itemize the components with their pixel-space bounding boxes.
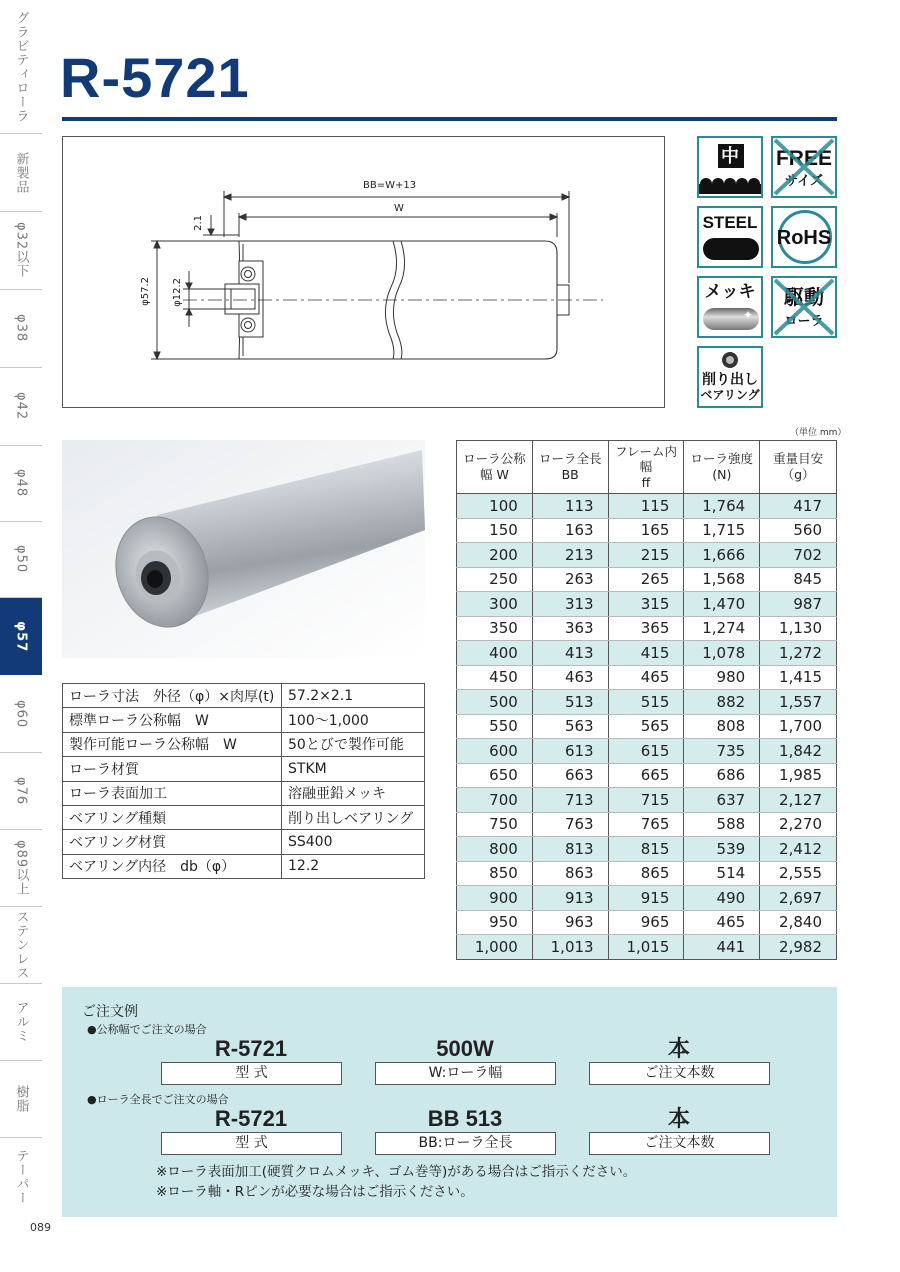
sidebar-tab-label: 樹脂: [13, 1085, 29, 1113]
cell-weight: 2,840: [760, 910, 837, 935]
header-line: ローラ全長: [538, 451, 602, 467]
cell-width: 300: [457, 592, 533, 617]
spec-table: [62, 683, 425, 879]
cell-strength: 514: [684, 861, 760, 886]
cell-width: 950: [457, 910, 533, 935]
sidebar-tab-phi76[interactable]: [0, 753, 42, 830]
cell-strength: 1,764: [684, 494, 760, 519]
table-row: [457, 567, 837, 592]
free-size-crossed-icon: [771, 136, 837, 198]
spec-row: [63, 830, 425, 854]
sidebar-tab-label: アルミ: [13, 1001, 29, 1043]
sidebar-tab-label: 新製品: [13, 151, 29, 194]
header-line: 幅 W: [479, 467, 509, 482]
sidebar-tab-label: テーパー: [13, 1148, 29, 1205]
cell-strength: 1,470: [684, 592, 760, 617]
cell-weight: 702: [760, 543, 837, 568]
cell-length: 213: [532, 543, 608, 568]
spec-key: ローラ表面加工: [63, 781, 282, 805]
header-line: フレーム内幅: [614, 443, 677, 475]
cell-strength: 539: [684, 837, 760, 862]
header-line: （g）: [781, 467, 815, 482]
cell-width: 250: [457, 567, 533, 592]
cell-length: 113: [532, 494, 608, 519]
sidebar-tab-aluminum[interactable]: [0, 984, 42, 1061]
drive-roller-crossed-icon: [771, 276, 837, 338]
header-line: ローラ強度: [690, 451, 754, 467]
table-row: [457, 690, 837, 715]
table-row: [457, 739, 837, 764]
sparkle-icon: ✦: [743, 308, 754, 322]
load-label: 中: [721, 146, 739, 166]
cell-width: 850: [457, 861, 533, 886]
column-header: [532, 441, 608, 494]
title-underline: [62, 117, 837, 121]
bearing-ring-icon: [722, 352, 738, 368]
cell-length: 163: [532, 518, 608, 543]
header-line: (N): [712, 467, 732, 482]
cell-strength: 441: [684, 935, 760, 960]
sidebar-tab-label: φ89以上: [13, 839, 29, 897]
cell-width: 1,000: [457, 935, 533, 960]
sidebar-tab-label: ステンレス: [13, 910, 29, 980]
size-table-header: [457, 441, 837, 494]
spec-key: ローラ材質: [63, 757, 282, 781]
spec-row: [63, 854, 425, 878]
free-size-label: サイズ: [785, 173, 823, 188]
order-example-1-model-label: 型 式: [161, 1062, 342, 1085]
spec-key: ベアリング種類: [63, 805, 282, 829]
cell-weight: 845: [760, 567, 837, 592]
cell-width: 600: [457, 739, 533, 764]
dimension-bearing-bore-label: φ12.2: [172, 278, 183, 307]
table-row: [457, 861, 837, 886]
order-note-shaft: ※ローラ軸・Rピンが必要な場合はご指示ください。: [156, 1184, 474, 1200]
cell-weight: 1,700: [760, 714, 837, 739]
cell-weight: 1,130: [760, 616, 837, 641]
rohs-icon: [771, 206, 837, 268]
cell-width: 700: [457, 788, 533, 813]
machined-label: 削り出し: [702, 371, 758, 387]
cell-weight: 417: [760, 494, 837, 519]
table-row: [457, 518, 837, 543]
cell-strength: 1,078: [684, 641, 760, 666]
cell-width: 650: [457, 763, 533, 788]
cell-length: 363: [532, 616, 608, 641]
cell-frame: 265: [608, 567, 684, 592]
spec-value: 12.2: [282, 854, 425, 878]
order-example-1-subtitle: ●公称幅でご注文の場合: [87, 1023, 207, 1036]
roller-product-photo: [62, 440, 425, 658]
cell-length: 313: [532, 592, 608, 617]
sidebar-tab-label: φ60: [13, 699, 29, 729]
machined-bearing-icon: [697, 346, 763, 408]
sidebar-tab-taper[interactable]: [0, 1138, 42, 1215]
sidebar-tab-label: φ57: [13, 620, 29, 653]
steel-tube-shape: [703, 238, 759, 260]
cell-length: 913: [532, 886, 608, 911]
cell-width: 100: [457, 494, 533, 519]
sidebar-tab-phi89[interactable]: [0, 830, 42, 907]
header-line: BB: [561, 467, 579, 482]
order-example-2-model: R-5721: [214, 1106, 288, 1131]
spec-key: ローラ寸法 外径（φ）×肉厚(t): [63, 684, 282, 708]
order-example-1-qty-label: ご注文本数: [589, 1062, 770, 1085]
order-example-panel: [62, 987, 837, 1217]
cell-weight: 2,982: [760, 935, 837, 960]
cell-weight: 1,842: [760, 739, 837, 764]
cell-length: 863: [532, 861, 608, 886]
roller-technical-drawing: [62, 136, 665, 408]
order-example-2-qty-label: ご注文本数: [589, 1132, 770, 1155]
cell-weight: 2,127: [760, 788, 837, 813]
cell-width: 750: [457, 812, 533, 837]
cell-width: 800: [457, 837, 533, 862]
plating-label: メッキ: [704, 282, 756, 301]
order-example-title: ご注文例: [82, 1004, 138, 1020]
sidebar-tab-phi57[interactable]: [0, 598, 42, 676]
cell-strength: 490: [684, 886, 760, 911]
spec-row: [63, 732, 425, 756]
cell-strength: 686: [684, 763, 760, 788]
table-row: [457, 592, 837, 617]
cell-width: 400: [457, 641, 533, 666]
sidebar-tab-label: φ32以下: [13, 222, 29, 279]
spec-row: [63, 805, 425, 829]
cell-frame: 915: [608, 886, 684, 911]
column-header: [608, 441, 684, 494]
size-table: [456, 440, 837, 960]
cell-length: 713: [532, 788, 608, 813]
roller-label: ローラ: [784, 313, 824, 328]
category-sidebar: [0, 0, 42, 1215]
cell-weight: 2,697: [760, 886, 837, 911]
header-line: ff: [641, 474, 651, 490]
sidebar-tab-phi50[interactable]: [0, 522, 42, 598]
cell-frame: 215: [608, 543, 684, 568]
order-example-1-qty: 本: [667, 1036, 690, 1061]
cell-strength: 1,715: [684, 518, 760, 543]
dimension-outer-diameter-label: φ57.2: [140, 277, 151, 306]
sidebar-tab-label: φ50: [13, 545, 29, 574]
cell-length: 763: [532, 812, 608, 837]
cell-width: 350: [457, 616, 533, 641]
spec-value: SS400: [282, 830, 425, 854]
cell-frame: 1,015: [608, 935, 684, 960]
table-row: [457, 837, 837, 862]
cell-width: 900: [457, 886, 533, 911]
cell-weight: 2,555: [760, 861, 837, 886]
spec-value: 57.2×2.1: [282, 684, 425, 708]
cell-weight: 1,272: [760, 641, 837, 666]
table-row: [457, 543, 837, 568]
table-row: [457, 886, 837, 911]
cell-frame: 565: [608, 714, 684, 739]
spec-row: [63, 708, 425, 732]
spec-key: ベアリング材質: [63, 830, 282, 854]
spec-value: 50とびで製作可能: [282, 732, 425, 756]
dimension-bb-label: BB=W+13: [363, 180, 417, 191]
cell-weight: 1,415: [760, 665, 837, 690]
table-row: [457, 935, 837, 960]
order-example-1-size: 500W: [436, 1036, 494, 1061]
cell-weight: 2,270: [760, 812, 837, 837]
sidebar-tab-resin[interactable]: [0, 1061, 42, 1138]
cell-width: 150: [457, 518, 533, 543]
order-note-surface: ※ローラ表面加工(硬質クロムメッキ、ゴム巻等)がある場合はご指示ください。: [156, 1164, 637, 1180]
cell-width: 500: [457, 690, 533, 715]
unit-note: （単位 mm）: [790, 428, 847, 438]
cell-frame: 815: [608, 837, 684, 862]
medium-load-icon: [697, 136, 763, 198]
table-row: [457, 910, 837, 935]
cell-length: 463: [532, 665, 608, 690]
column-header: [457, 441, 533, 494]
table-row: [457, 665, 837, 690]
table-row: [457, 714, 837, 739]
cell-frame: 165: [608, 518, 684, 543]
sidebar-tab-phi42[interactable]: [0, 368, 42, 446]
cell-strength: 1,666: [684, 543, 760, 568]
dimension-t-label: 2.1: [193, 215, 204, 231]
cell-frame: 415: [608, 641, 684, 666]
spec-row: [63, 781, 425, 805]
order-example-1-size-label: W:ローラ幅: [375, 1062, 556, 1085]
drive-label: 駆動: [784, 287, 824, 309]
order-example-1-model: R-5721: [214, 1036, 288, 1061]
cell-frame: 965: [608, 910, 684, 935]
cell-strength: 465: [684, 910, 760, 935]
cell-frame: 465: [608, 665, 684, 690]
cell-frame: 315: [608, 592, 684, 617]
sidebar-tab-label: φ38: [13, 314, 29, 343]
cell-strength: 980: [684, 665, 760, 690]
table-row: [457, 812, 837, 837]
sidebar-tab-label: グラビティローラ: [13, 10, 29, 123]
table-row: [457, 641, 837, 666]
cell-length: 813: [532, 837, 608, 862]
header-line: ローラ公称: [463, 451, 526, 467]
cell-frame: 765: [608, 812, 684, 837]
cell-width: 550: [457, 714, 533, 739]
sidebar-tab-phi32[interactable]: [0, 212, 42, 290]
cell-strength: 588: [684, 812, 760, 837]
spec-value: 削り出しベアリング: [282, 805, 425, 829]
cell-length: 963: [532, 910, 608, 935]
cell-length: 1,013: [532, 935, 608, 960]
sidebar-tab-phi48[interactable]: [0, 446, 42, 522]
cell-width: 450: [457, 665, 533, 690]
page-title: R-5721: [60, 46, 250, 109]
cell-length: 563: [532, 714, 608, 739]
cell-width: 200: [457, 543, 533, 568]
table-row: [457, 763, 837, 788]
cell-length: 613: [532, 739, 608, 764]
cell-strength: 637: [684, 788, 760, 813]
sidebar-tab-stainless[interactable]: [0, 907, 42, 984]
bearing-label: ベアリング: [700, 388, 760, 402]
table-row: [457, 494, 837, 519]
spec-row: [63, 757, 425, 781]
order-example-2-qty: 本: [667, 1106, 690, 1131]
free-label: FREE: [775, 147, 832, 170]
cell-frame: 615: [608, 739, 684, 764]
cell-weight: 1,985: [760, 763, 837, 788]
cell-weight: 987: [760, 592, 837, 617]
spec-key: ベアリング内径 db（φ）: [63, 854, 282, 878]
cell-weight: 2,412: [760, 837, 837, 862]
cell-strength: 1,274: [684, 616, 760, 641]
cell-frame: 665: [608, 763, 684, 788]
cell-weight: 1,557: [760, 690, 837, 715]
cell-length: 513: [532, 690, 608, 715]
sidebar-tab-new[interactable]: [0, 134, 42, 212]
cell-length: 663: [532, 763, 608, 788]
column-header: [684, 441, 760, 494]
order-example-2-subtitle: ●ローラ全長でご注文の場合: [87, 1093, 229, 1106]
cell-frame: 865: [608, 861, 684, 886]
spec-key: 製作可能ローラ公称幅 W: [63, 732, 282, 756]
sidebar-tab-label: φ76: [13, 776, 29, 806]
sidebar-tab-label: φ42: [13, 392, 29, 421]
table-row: [457, 616, 837, 641]
plating-icon: [697, 276, 763, 338]
order-example-2-size: BB 513: [427, 1106, 503, 1131]
dimension-w-label: W: [394, 203, 404, 214]
sidebar-tab-phi60[interactable]: [0, 676, 42, 753]
cell-frame: 115: [608, 494, 684, 519]
steel-label: STEEL: [702, 213, 758, 232]
order-example-2-model-label: 型 式: [161, 1132, 342, 1155]
cell-strength: 808: [684, 714, 760, 739]
spec-value: 100〜1,000: [282, 708, 425, 732]
cell-frame: 515: [608, 690, 684, 715]
spec-value: STKM: [282, 757, 425, 781]
rohs-label: RoHS: [776, 227, 832, 249]
column-header: [760, 441, 837, 494]
order-example-2-size-label: BB:ローラ全長: [375, 1132, 556, 1155]
spec-value: 溶融亜鉛メッキ: [282, 781, 425, 805]
cell-frame: 365: [608, 616, 684, 641]
cell-length: 263: [532, 567, 608, 592]
cell-weight: 560: [760, 518, 837, 543]
cell-strength: 882: [684, 690, 760, 715]
spec-key: 標準ローラ公称幅 W: [63, 708, 282, 732]
cell-strength: 735: [684, 739, 760, 764]
sidebar-tab-label: φ48: [13, 469, 29, 498]
cell-frame: 715: [608, 788, 684, 813]
spec-row: [63, 684, 425, 708]
table-row: [457, 788, 837, 813]
sidebar-tab-phi38[interactable]: [0, 290, 42, 368]
page-number: 089: [30, 1221, 51, 1234]
sidebar-tab-gravity-roller[interactable]: [0, 0, 42, 134]
header-line: 重量目安: [773, 451, 824, 467]
cell-strength: 1,568: [684, 567, 760, 592]
steel-tube-icon: [697, 206, 763, 268]
cell-length: 413: [532, 641, 608, 666]
